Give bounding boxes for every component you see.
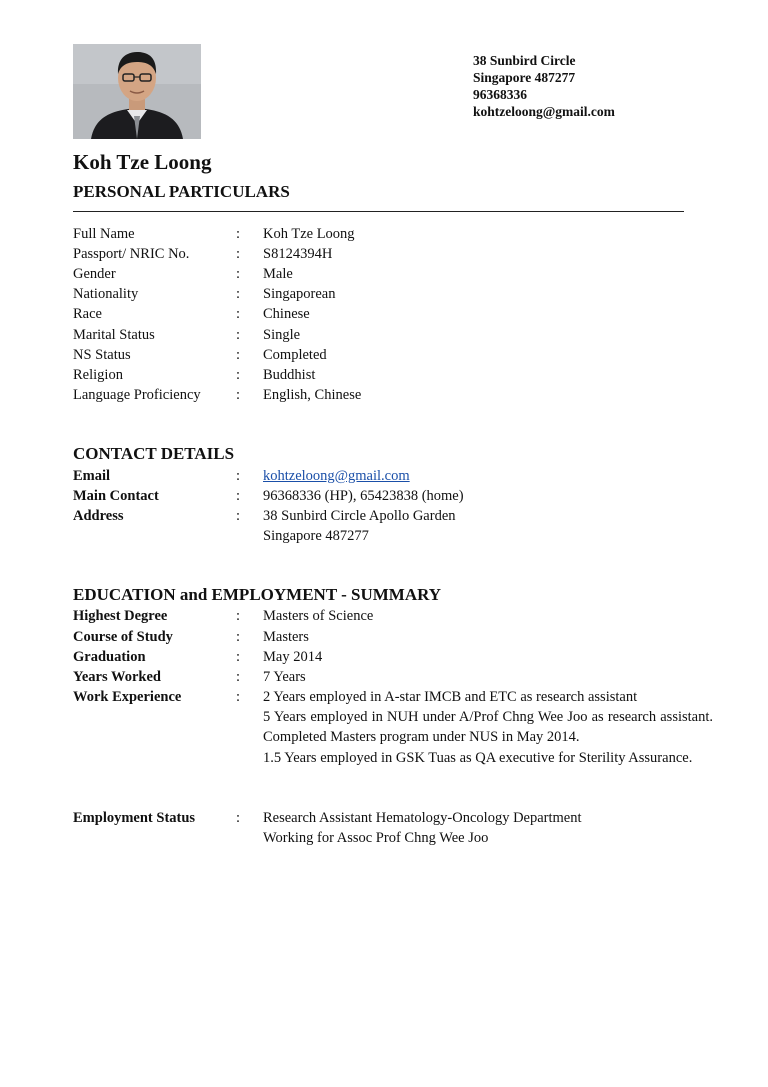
email-link[interactable]: kohtzeloong@gmail.com (263, 468, 410, 484)
field-value: Buddhist (263, 367, 316, 383)
field-label: Nationality (73, 286, 139, 302)
field-label: Full Name (73, 226, 135, 242)
separator: : (236, 327, 241, 343)
separator: : (236, 347, 241, 363)
work-experience-para3: 1.5 Years employed in GSK Tuas as QA executive for Sterility Assurance. (263, 749, 693, 766)
field-value: 7 Years (263, 669, 306, 685)
separator: : (236, 367, 241, 383)
field-label: Employment Status (73, 810, 196, 826)
contact-details-title: CONTACT DETAILS (73, 444, 235, 463)
field-label: Marital Status (73, 327, 155, 343)
field-label: Religion (73, 367, 123, 383)
field-label: Highest Degree (73, 608, 168, 624)
header-email: kohtzeloong@gmail.com (473, 104, 615, 119)
separator: : (236, 266, 241, 282)
field-value: May 2014 (263, 649, 323, 665)
field-value: English, Chinese (263, 387, 362, 403)
field-label: Years Worked (73, 669, 161, 685)
header-address-line1: 38 Sunbird Circle (473, 53, 576, 68)
field-value: Chinese (263, 306, 310, 322)
field-label: Email (73, 468, 111, 484)
employment-status-line2: Working for Assoc Prof Chng Wee Joo (263, 830, 489, 847)
profile-photo (73, 44, 201, 139)
field-value: Koh Tze Loong (263, 226, 355, 242)
field-label: NS Status (73, 347, 131, 363)
separator: : (236, 810, 241, 826)
header-contact-block (473, 52, 615, 120)
separator: : (236, 669, 241, 685)
separator: : (236, 629, 241, 645)
employment-status-line1: Research Assistant Hematology-Oncology Department (263, 810, 582, 826)
field-label: Address (73, 508, 124, 524)
field-label: Language Proficiency (73, 387, 201, 403)
separator: : (236, 608, 241, 624)
personal-particulars-title: PERSONAL PARTICULARS (73, 182, 290, 201)
separator: : (236, 468, 241, 484)
separator: : (236, 649, 241, 665)
field-label: Passport/ NRIC No. (73, 246, 190, 262)
separator: : (236, 387, 241, 403)
separator: : (236, 226, 241, 242)
candidate-name: Koh Tze Loong (73, 150, 212, 174)
field-value: Masters of Science (263, 608, 374, 624)
address-line1: 38 Sunbird Circle Apollo Garden (263, 508, 456, 524)
field-value: Singaporean (263, 286, 336, 302)
field-value: Male (263, 266, 293, 282)
field-label: Graduation (73, 649, 146, 665)
field-value: Masters (263, 629, 309, 645)
field-value-wrapper (263, 506, 713, 546)
field-label: Gender (73, 266, 116, 282)
work-experience-para2: 5 Years employed in NUH under A/Prof Chng Wee Joo as research assistant. Completed Masters program under NUS in May 2014. (263, 709, 713, 746)
education-employment-title: EDUCATION and EMPLOYMENT - SUMMARY (73, 585, 442, 604)
field-value: S8124394H (263, 246, 333, 262)
separator: : (236, 246, 241, 262)
field-value: Completed (263, 347, 327, 363)
field-label: Race (73, 306, 102, 322)
separator: : (236, 488, 241, 504)
separator: : (236, 689, 241, 705)
field-value-wrapper (263, 808, 713, 848)
separator: : (236, 306, 241, 322)
field-value: 96368336 (HP), 65423838 (home) (263, 488, 464, 504)
address-line2: Singapore 487277 (263, 528, 369, 545)
header-phone: 96368336 (473, 87, 527, 102)
separator: : (236, 286, 241, 302)
section-divider (73, 211, 684, 212)
field-value: Single (263, 327, 301, 343)
field-value-wrapper (263, 687, 713, 768)
field-label: Course of Study (73, 629, 173, 645)
separator: : (236, 508, 241, 524)
work-experience-line1: 2 Years employed in A-star IMCB and ETC as research assistant (263, 689, 638, 705)
field-value-wrapper (263, 466, 713, 486)
header-address-line2: Singapore 487277 (473, 70, 576, 85)
field-label: Work Experience (73, 689, 182, 705)
field-label: Main Contact (73, 488, 159, 504)
